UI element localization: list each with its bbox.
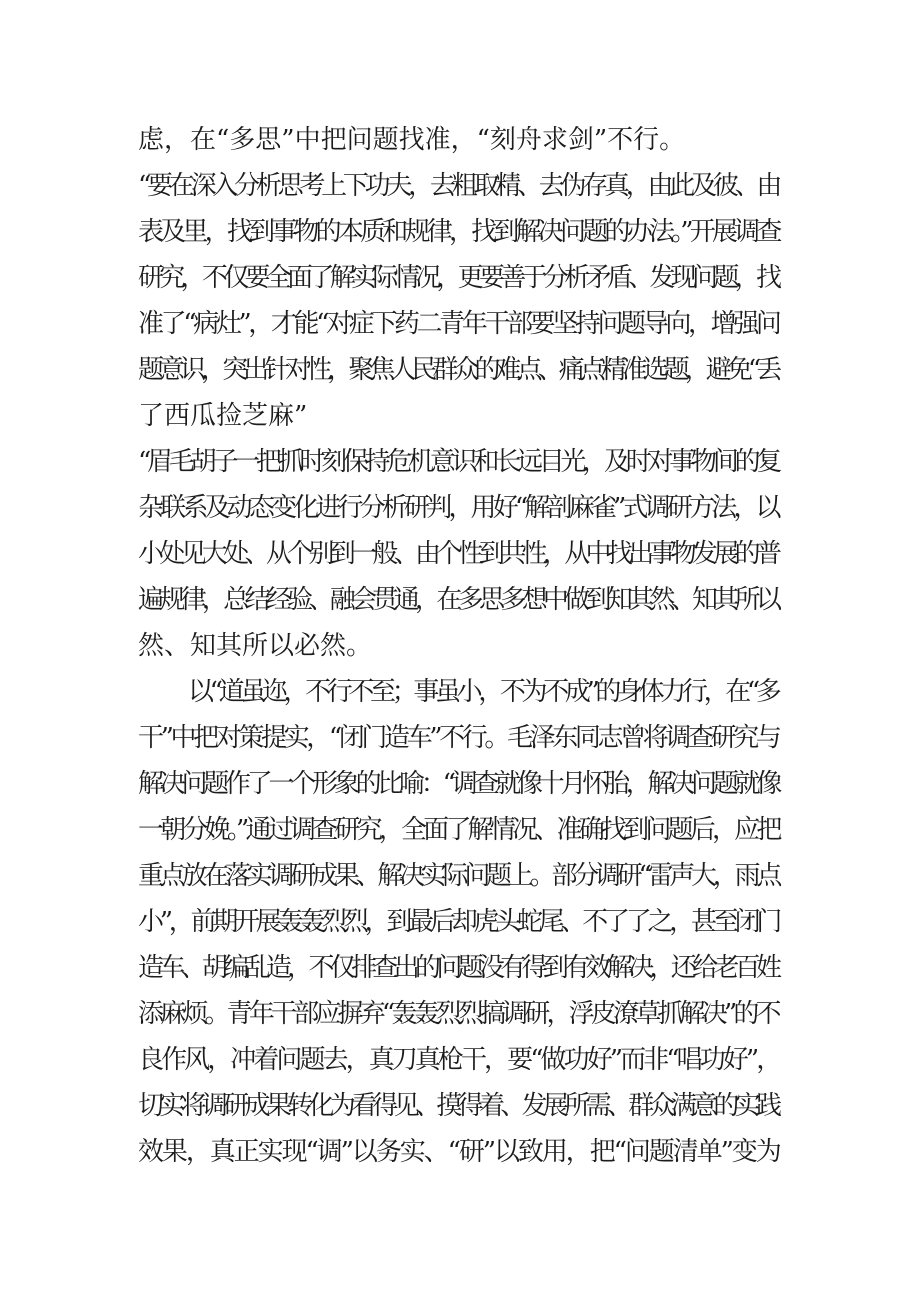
text-line: 了西瓜捡芝麻” xyxy=(138,401,308,431)
text-line: 小”，前期开展轰轰烈烈，到最后却虎头蛇尾、不了了之，甚至闭门 xyxy=(138,907,779,937)
text-line: 添麻烦。青年干部应摒弃“轰轰烈烈搞调研，浮皮潦草抓解决”的不 xyxy=(138,999,778,1029)
text-line: 研究，不仅要全面了解实际情况，更要善于分析矛盾、发现问题，找 xyxy=(138,263,778,293)
text-line: 一朝分娩。”通过调查研究，全面了解情况、准确找到问题后，应把 xyxy=(138,815,779,845)
text-line: 小处见大处、从个别到一般、由个性到共性，从中找出事物发展的普 xyxy=(138,539,778,569)
text-line: 解决问题作了一个形象的比喻：“调查就像十月怀胎，解决问题就像 xyxy=(138,769,779,799)
text-line: “要在深入分析思考上下功夫，去粗取精、去伪存真，由此及彼、由 xyxy=(138,171,779,201)
text-line: 虑，在“多思”中把问题找准，“刻舟求剑”不行。 xyxy=(138,125,686,155)
text-line: 重点放在落实调研成果、解决实际问题上。部分调研“雷声大，雨点 xyxy=(138,861,779,891)
text-line: 杂联系及动态变化进行分析研判，用好“解剖麻雀”式调研方法，以 xyxy=(138,493,778,523)
text-line: 效果，真正实现“调”以务实、“研”以致用，把“问题清单”变为 xyxy=(138,1137,780,1167)
text-line: 良作风，冲着问题去，真刀真枪干，要“做功好”而非“唱功好”， xyxy=(138,1045,780,1075)
text-line: 表及里，找到事物的本质和规律，找到解决问题的办法。”开展调查 xyxy=(138,217,779,247)
text-line: 准了“病灶”，才能“对症下药二青年干部要坚持问题导向，增强问 xyxy=(138,309,779,339)
text-line: 切实将调研成果转化为看得见、摸得着、发展所需、群众满意的实践 xyxy=(138,1091,778,1121)
text-line: 遍规律，总结经验、融会贯通，在多思多想中做到知其然、知其所以 xyxy=(138,585,778,615)
text-line: 以“道虽迩，不行不至；事虽小，不为不成”的身体力行，在“多 xyxy=(188,677,778,707)
text-line: 题意识，突出针对性，聚焦人民群众的难点、痛点精准选题，避免“丢 xyxy=(138,355,778,385)
text-line: 干”中把对策提实，“闭门造车”不行。毛泽东同志曾将调查研究与 xyxy=(138,723,779,753)
text-line: 然、知其所以必然。 xyxy=(138,631,373,661)
text-line: “眉毛胡子一把抓时刻保持危机意识和长远目光，及时对事物间的复 xyxy=(138,447,779,477)
text-line: 造车、胡编乱造，不仅排查出的问题没有得到有效解决，还给老百姓 xyxy=(138,953,778,983)
